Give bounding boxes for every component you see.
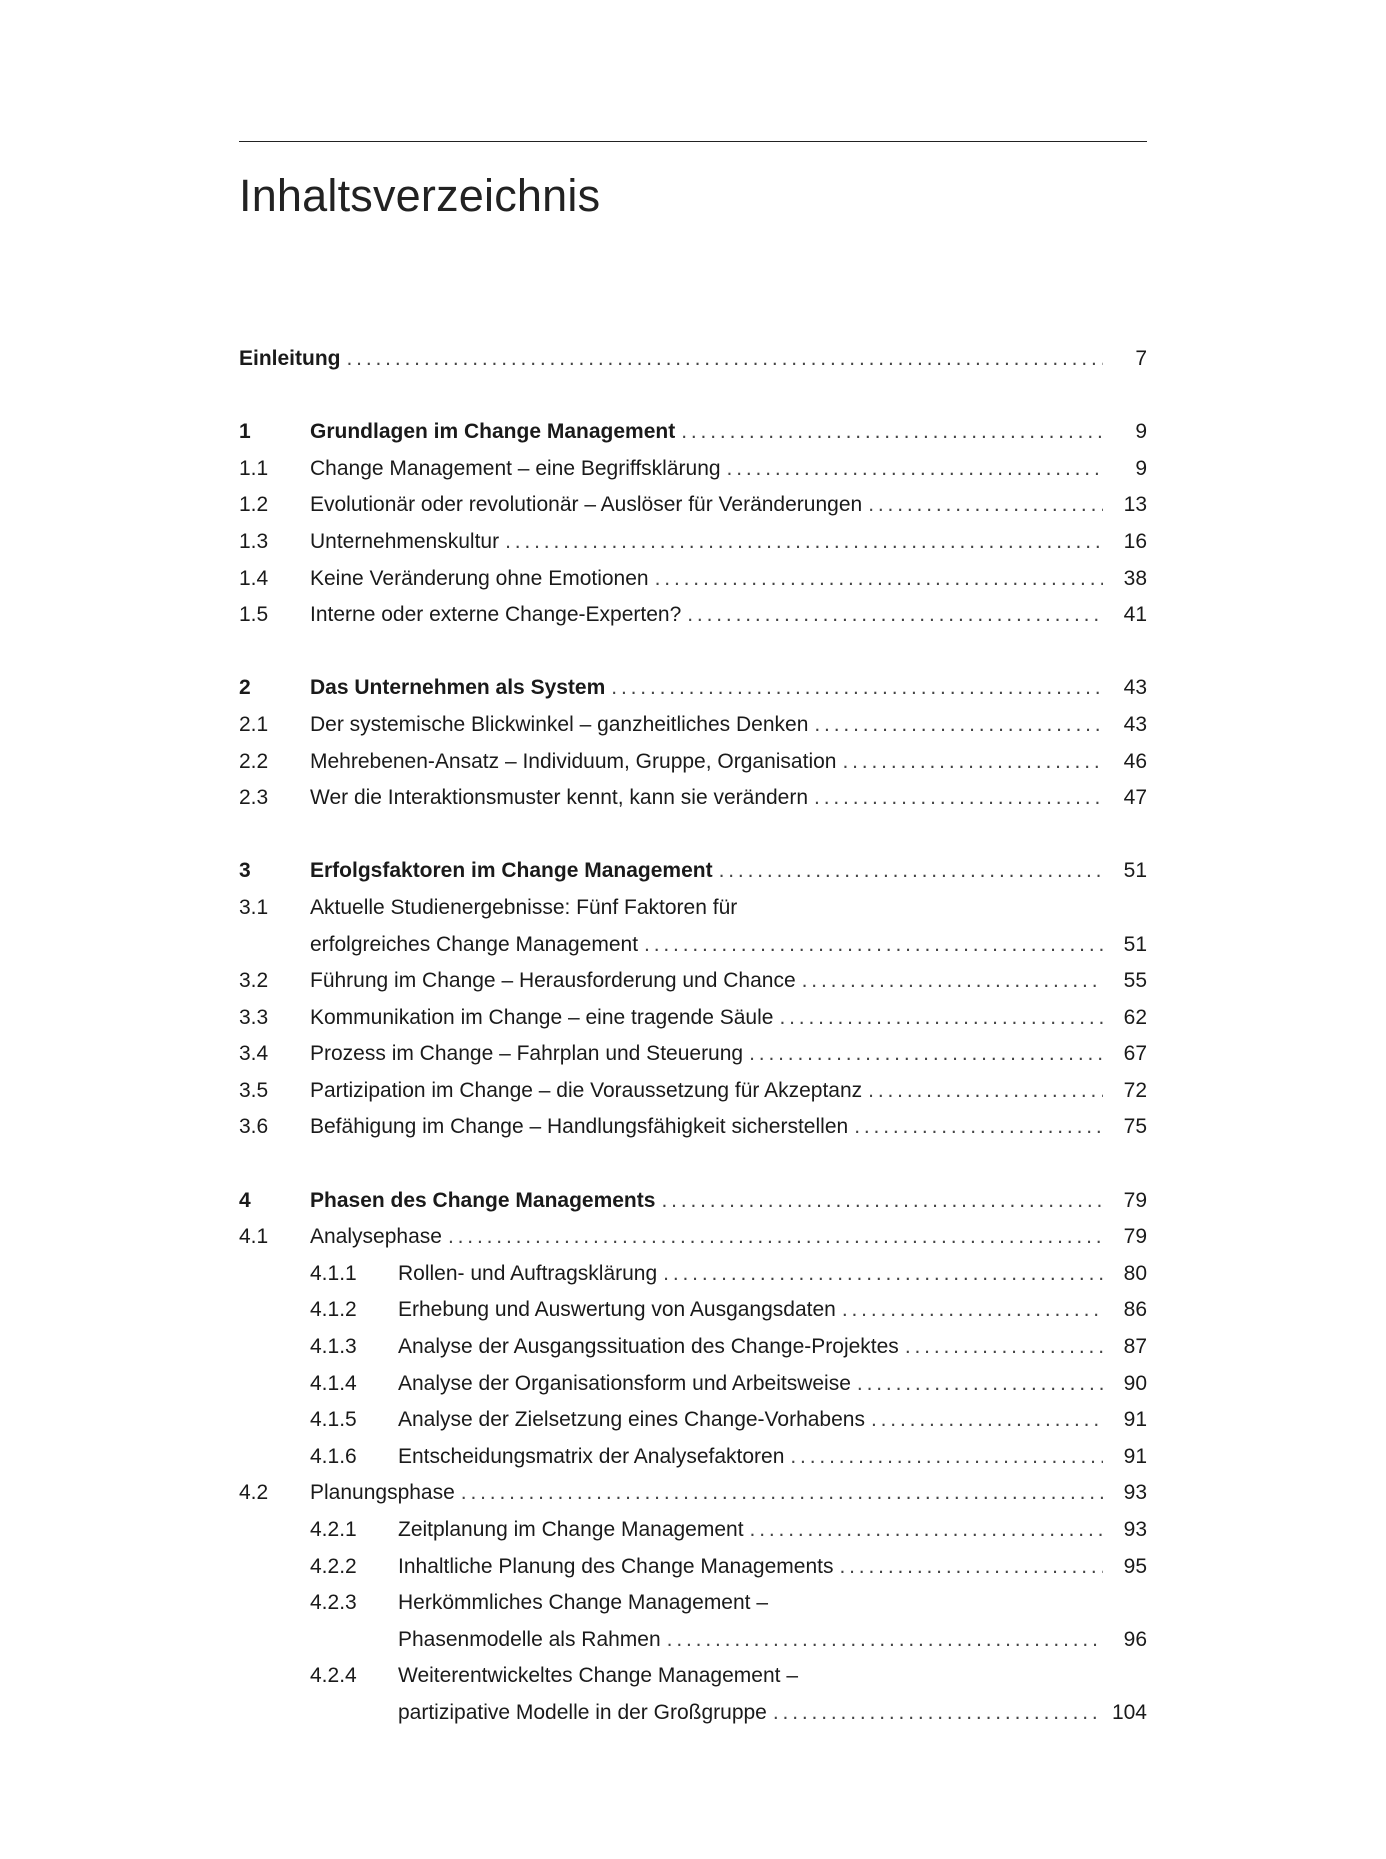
toc-entry-line xyxy=(310,1000,1147,1037)
dot-leader xyxy=(868,487,1103,524)
toc-entry[interactable] xyxy=(239,853,1147,890)
dot-leader xyxy=(779,1000,1103,1037)
toc-entry-number: 3.3 xyxy=(239,1005,269,1029)
toc-entry-page: 93 xyxy=(1123,1518,1147,1541)
toc-entry-page: 41 xyxy=(1123,603,1147,627)
dot-leader xyxy=(871,1402,1103,1439)
toc-entry-line xyxy=(310,707,1147,744)
table-of-contents xyxy=(239,341,1147,1732)
toc-entry-page: 91 xyxy=(1123,1444,1147,1468)
toc-entry-page: 90 xyxy=(1123,1371,1147,1395)
toc-entry-page: 79 xyxy=(1123,1188,1147,1212)
toc-entry-title: Zeitplanung im Change Management xyxy=(398,1518,744,1541)
toc-entry-line xyxy=(398,1366,1147,1403)
dot-leader xyxy=(814,707,1103,744)
toc-entry-number: 3.4 xyxy=(239,1042,269,1066)
toc-entry[interactable] xyxy=(239,1256,1147,1293)
toc-entry[interactable] xyxy=(239,1073,1147,1110)
toc-entry[interactable] xyxy=(239,524,1147,561)
toc-entry-page: 51 xyxy=(1123,859,1147,883)
dot-leader xyxy=(749,1036,1103,1073)
toc-entry-title: Partizipation im Change – die Voraussetzung für Akzeptanz xyxy=(310,1078,863,1102)
dot-leader xyxy=(905,1329,1103,1366)
toc-entry[interactable] xyxy=(239,1402,1147,1439)
dot-leader xyxy=(857,1366,1103,1403)
toc-entry-title: Herkömmliches Change Management – xyxy=(398,1591,769,1615)
toc-entry-line xyxy=(398,1329,1147,1366)
toc-entry-number: 2.1 xyxy=(239,712,269,736)
toc-entry[interactable] xyxy=(239,670,1147,707)
toc-entry-page: 79 xyxy=(1123,1225,1147,1249)
toc-entry[interactable] xyxy=(239,1109,1147,1146)
toc-entry[interactable] xyxy=(239,1549,1147,1586)
toc-entry-page: 87 xyxy=(1123,1335,1147,1359)
toc-entry-line xyxy=(310,1109,1147,1146)
toc-entry[interactable] xyxy=(239,451,1147,488)
dot-leader xyxy=(448,1219,1103,1256)
toc-entry-line xyxy=(310,414,1147,451)
toc-entry-number: 4.2.3 xyxy=(310,1591,357,1615)
toc-entry-number: 2.2 xyxy=(239,749,269,773)
toc-entry-number: 4.2.2 xyxy=(310,1554,357,1578)
toc-entry[interactable] xyxy=(239,963,1147,1000)
toc-entry-continuation[interactable] xyxy=(239,927,1147,964)
toc-entry-page: 55 xyxy=(1123,969,1147,993)
toc-entry-page: 91 xyxy=(1123,1408,1147,1432)
toc-entry-number: 3.6 xyxy=(239,1115,269,1139)
toc-entry-number: 4.1.6 xyxy=(310,1444,357,1468)
toc-entry-title: Planungsphase xyxy=(310,1481,455,1505)
toc-entry-number: 4.1.2 xyxy=(310,1298,357,1322)
dot-leader xyxy=(868,1073,1103,1110)
toc-entry-line xyxy=(398,1549,1147,1586)
toc-entry-line xyxy=(398,1256,1147,1293)
toc-entry-line xyxy=(310,853,1147,890)
toc-entry-line xyxy=(310,780,1147,817)
toc-entry-page: 46 xyxy=(1123,749,1147,773)
toc-entry-number: 3 xyxy=(239,859,251,883)
toc-entry-line xyxy=(310,1036,1147,1073)
toc-entry-number: 4.1.3 xyxy=(310,1335,357,1359)
toc-entry[interactable] xyxy=(239,341,1147,378)
toc-entry-line xyxy=(310,744,1147,781)
toc-entry-line xyxy=(310,1073,1147,1110)
dot-leader xyxy=(750,1512,1103,1549)
toc-entry-page: 62 xyxy=(1123,1005,1147,1029)
toc-entry-line xyxy=(310,890,1147,927)
toc-entry-title: Wer die Interaktionsmuster kennt, kann sie verändern xyxy=(310,786,809,810)
toc-entry-title: Befähigung im Change – Handlungsfähigkeit sicherstellen xyxy=(310,1115,849,1139)
toc-entry-line xyxy=(310,927,1147,964)
toc-entry-number: 1.4 xyxy=(239,566,269,590)
dot-leader xyxy=(687,597,1103,634)
toc-entry-number: 3.2 xyxy=(239,969,269,993)
toc-entry-number: 4 xyxy=(239,1188,251,1212)
toc-entry-line xyxy=(398,1622,1147,1659)
toc-entry-number: 4.1.4 xyxy=(310,1371,357,1395)
toc-entry-page: 43 xyxy=(1123,712,1147,736)
toc-entry-line xyxy=(310,487,1147,524)
toc-entry[interactable] xyxy=(239,1183,1147,1220)
dot-leader xyxy=(839,1549,1103,1586)
toc-entry-line xyxy=(310,561,1147,598)
toc-entry[interactable] xyxy=(239,890,1147,927)
toc-entry[interactable] xyxy=(239,1439,1147,1476)
toc-entry-number: 1.1 xyxy=(239,456,269,480)
dot-leader xyxy=(681,414,1103,451)
toc-entry-page: 16 xyxy=(1123,529,1147,553)
toc-entry-number: 4.1.1 xyxy=(310,1261,357,1285)
toc-entry[interactable] xyxy=(239,707,1147,744)
toc-entry[interactable] xyxy=(239,1585,1147,1622)
toc-entry-page: 43 xyxy=(1123,676,1147,700)
toc-entry[interactable] xyxy=(239,1219,1147,1256)
toc-entry-title: Evolutionär oder revolutionär – Auslöser für Veränderungen xyxy=(310,493,863,517)
dot-leader xyxy=(727,451,1103,488)
dot-leader xyxy=(790,1439,1103,1476)
toc-entry-page: 86 xyxy=(1123,1298,1147,1322)
toc-entry-number: 1 xyxy=(239,420,251,444)
toc-entry-title: Rollen- und Auftragsklärung xyxy=(398,1261,658,1285)
toc-entry-page: 9 xyxy=(1135,456,1147,480)
toc-entry-line xyxy=(398,1695,1147,1732)
toc-entry-title: Erfolgsfaktoren im Change Management xyxy=(310,859,713,883)
page-title: Inhaltsverzeichnis xyxy=(239,170,601,221)
toc-entry-number: 4.2.4 xyxy=(310,1664,357,1688)
toc-entry[interactable] xyxy=(239,597,1147,634)
toc-entry-title: Mehrebenen-Ansatz – Individuum, Gruppe, Organisation xyxy=(310,749,837,773)
toc-entry[interactable] xyxy=(239,561,1147,598)
toc-entry[interactable] xyxy=(239,487,1147,524)
toc-entry-line xyxy=(310,963,1147,1000)
toc-entry[interactable] xyxy=(239,1292,1147,1329)
dot-leader xyxy=(667,1622,1103,1659)
dot-leader xyxy=(773,1695,1103,1732)
toc-entry[interactable] xyxy=(239,1366,1147,1403)
toc-entry-line xyxy=(398,1512,1147,1549)
toc-entry-page: 96 xyxy=(1123,1627,1147,1651)
toc-entry-title: Weiterentwickeltes Change Management – xyxy=(398,1664,798,1688)
dot-leader xyxy=(854,1109,1103,1146)
toc-entry-line xyxy=(398,1402,1147,1439)
toc-entry[interactable] xyxy=(239,1329,1147,1366)
toc-entry-number: 2.3 xyxy=(239,786,269,810)
toc-entry-title-continued: erfolgreiches Change Management xyxy=(310,932,639,956)
dot-leader xyxy=(842,744,1103,781)
toc-entry-page: 51 xyxy=(1123,932,1147,956)
dot-leader xyxy=(719,853,1103,890)
toc-entry[interactable] xyxy=(239,1000,1147,1037)
toc-entry[interactable] xyxy=(239,1658,1147,1695)
toc-entry[interactable] xyxy=(239,1475,1147,1512)
toc-entry-line xyxy=(398,1658,1147,1695)
toc-entry-page: 13 xyxy=(1123,493,1147,517)
dot-leader xyxy=(663,1256,1103,1293)
toc-entry-line xyxy=(310,451,1147,488)
toc-entry[interactable] xyxy=(239,744,1147,781)
toc-entry-number: 2 xyxy=(239,676,251,700)
toc-entry-title: Inhaltliche Planung des Change Managements xyxy=(398,1554,834,1578)
toc-entry-title: Change Management – eine Begriffsklärung xyxy=(310,456,721,480)
toc-entry-number: 1.2 xyxy=(239,493,269,517)
toc-entry-continuation[interactable] xyxy=(239,1695,1147,1732)
dot-leader xyxy=(814,780,1103,817)
toc-entry-title: Grundlagen im Change Management xyxy=(310,420,676,444)
toc-entry-page: 47 xyxy=(1123,786,1147,810)
toc-entry-title: Erhebung und Auswertung von Ausgangsdaten xyxy=(398,1298,836,1322)
toc-entry-title: Phasen des Change Managements xyxy=(310,1188,656,1212)
toc-entry-number: 4.1 xyxy=(239,1225,269,1249)
toc-entry-page: 9 xyxy=(1135,420,1147,444)
toc-entry-line xyxy=(310,1219,1147,1256)
toc-entry-line xyxy=(310,1475,1147,1512)
toc-entry[interactable] xyxy=(239,1036,1147,1073)
toc-entry-line xyxy=(310,524,1147,561)
toc-entry-title: Interne oder externe Change-Experten? xyxy=(310,603,682,627)
toc-entry-title: Einleitung xyxy=(239,347,341,370)
toc-entry-title: Analyse der Organisationsform und Arbeitsweise xyxy=(398,1371,851,1395)
toc-entry-page: 38 xyxy=(1123,566,1147,590)
toc-entry-page: 67 xyxy=(1123,1042,1147,1066)
toc-entry-line xyxy=(310,670,1147,707)
toc-entry-title: Das Unternehmen als System xyxy=(310,676,606,700)
toc-entry-line xyxy=(310,597,1147,634)
toc-entry-line xyxy=(239,341,1147,378)
dot-leader xyxy=(461,1475,1103,1512)
toc-entry-title: Analysephase xyxy=(310,1225,442,1249)
dot-leader xyxy=(802,963,1103,1000)
toc-entry-title: Analyse der Ausgangssituation des Change-Projektes xyxy=(398,1335,899,1359)
dot-leader xyxy=(655,561,1103,598)
toc-entry-title: Der systemische Blickwinkel – ganzheitliches Denken xyxy=(310,712,809,736)
toc-entry-title: Kommunikation im Change – eine tragende Säule xyxy=(310,1005,774,1029)
dot-leader xyxy=(661,1183,1103,1220)
toc-entry-page: 7 xyxy=(1135,347,1147,370)
dot-leader xyxy=(505,524,1103,561)
dot-leader xyxy=(644,927,1103,964)
dot-leader xyxy=(347,341,1104,378)
dot-leader xyxy=(611,670,1103,707)
toc-entry-number: 3.1 xyxy=(239,895,269,919)
toc-entry-page: 95 xyxy=(1123,1554,1147,1578)
toc-entry-line xyxy=(398,1439,1147,1476)
toc-entry-number: 1.5 xyxy=(239,603,269,627)
toc-entry-title: Keine Veränderung ohne Emotionen xyxy=(310,566,649,590)
toc-entry-title: Aktuelle Studienergebnisse: Fünf Faktoren für xyxy=(310,895,738,919)
toc-entry-title: Prozess im Change – Fahrplan und Steuerung xyxy=(310,1042,744,1066)
toc-entry[interactable] xyxy=(239,780,1147,817)
toc-entry-title: Führung im Change – Herausforderung und Chance xyxy=(310,969,796,993)
toc-entry[interactable] xyxy=(239,1512,1147,1549)
toc-entry-line xyxy=(310,1183,1147,1220)
toc-entry-title-continued: Phasenmodelle als Rahmen xyxy=(398,1627,661,1651)
toc-entry-page: 104 xyxy=(1111,1700,1147,1724)
toc-entry-line xyxy=(398,1585,1147,1622)
toc-entry-title: Entscheidungsmatrix der Analysefaktoren xyxy=(398,1444,785,1468)
toc-entry-title: Analyse der Zielsetzung eines Change-Vorhabens xyxy=(398,1408,865,1432)
header-rule xyxy=(239,141,1147,142)
dot-leader xyxy=(842,1292,1103,1329)
toc-entry-line xyxy=(398,1292,1147,1329)
toc-entry-number: 4.2 xyxy=(239,1481,269,1505)
toc-entry[interactable] xyxy=(239,414,1147,451)
toc-entry-page: 93 xyxy=(1123,1481,1147,1505)
toc-entry-title-continued: partizipative Modelle in der Großgruppe xyxy=(398,1700,767,1724)
toc-entry-page: 80 xyxy=(1123,1261,1147,1285)
toc-entry-number: 4.2.1 xyxy=(310,1518,357,1541)
toc-entry-number: 4.1.5 xyxy=(310,1408,357,1432)
toc-entry-page: 72 xyxy=(1123,1078,1147,1102)
toc-entry-title: Unternehmenskultur xyxy=(310,529,500,553)
toc-entry-continuation[interactable] xyxy=(239,1622,1147,1659)
toc-entry-number: 3.5 xyxy=(239,1078,269,1102)
toc-entry-number: 1.3 xyxy=(239,529,269,553)
toc-entry-page: 75 xyxy=(1123,1115,1147,1139)
